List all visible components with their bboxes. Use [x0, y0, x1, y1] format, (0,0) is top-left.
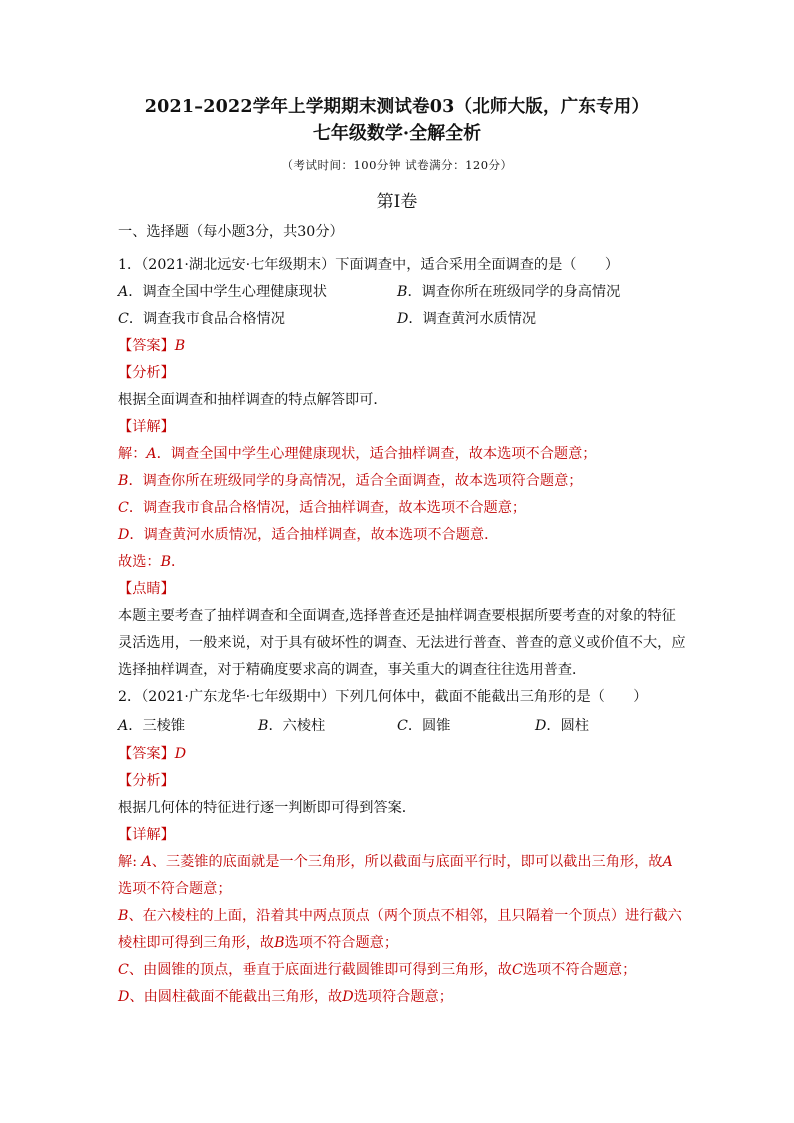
section-heading: 一、选择题（每小题3分，共30分）	[118, 224, 344, 240]
q2-option-a: A．三棱锥	[118, 718, 186, 734]
q2-detail-a-line1: 解: A、三菱锥的底面就是一个三角形，所以截面与底面平行时，即可以截出三角形，故A	[118, 854, 673, 870]
q2-option-b: B．六棱柱	[258, 718, 326, 734]
q1-stem: 1．（2021·湖北远安·七年级期末）下面调查中，适合采用全面调查的是（ ）	[118, 257, 620, 273]
q1-option-a: A．调查全国中学生心理健康现状	[118, 284, 327, 300]
q1-detail-b: B．调查你所在班级同学的身高情况，适合全面调查，故本选项符合题意；	[118, 473, 583, 489]
q2-analysis-text: 根据几何体的特征进行逐一判断即可得到答案．	[118, 800, 416, 816]
q1-comment-line3: 选择抽样调查，对于精确度要求高的调查，事关重大的调查往往选用普查．	[118, 662, 587, 678]
q1-detail-a: 解：A．调查全国中学生心理健康现状，适合抽样调查，故本选项不合题意；	[118, 446, 597, 462]
q1-analysis-text: 根据全面调查和抽样调查的特点解答即可．	[118, 392, 388, 408]
document-title: 2021–2022学年上学期期末测试卷03（北师大版，广东专用）	[144, 97, 650, 117]
q1-option-c: C．调查我市食品合格情况	[118, 311, 285, 327]
q2-option-c: C．圆锥	[397, 718, 451, 734]
q1-comment-line1: 本题主要考查了抽样调查和全面调查,选择普查还是抽样调查要根据所要考查的对象的特征	[118, 608, 676, 624]
q2-analysis-tag: 【分析】	[118, 773, 175, 789]
volume-heading: 第Ⅰ卷	[376, 192, 418, 212]
q2-detail-b-line1: B、在六棱柱的上面，沿着其中两点顶点（两个顶点不相邻，且只隔着一个顶点）进行截六	[118, 908, 682, 924]
q1-choose: 故选：B．	[118, 554, 186, 570]
document-subtitle: 七年级数学·全解全析	[312, 123, 482, 144]
q2-answer: 【答案】D	[118, 746, 187, 762]
q1-option-d: D．调查黄河水质情况	[397, 311, 537, 327]
q1-answer: 【答案】B	[118, 338, 186, 354]
q2-detail-b-line2: 棱柱即可得到三角形，故B选项不符合题意；	[118, 935, 399, 951]
q1-comment-tag: 【点睛】	[118, 581, 175, 597]
exam-info: （考试时间：100分钟 试卷满分：120分）	[281, 158, 513, 172]
q2-stem: 2．（2021·广东龙华·七年级期中）下列几何体中，截面不能截出三角形的是（ ）	[118, 689, 648, 705]
q1-comment-line2: 灵活选用，一般来说，对于具有破坏性的调查、无法进行普查、普查的意义或价值不大，应	[118, 635, 686, 651]
q1-option-b: B．调查你所在班级同学的身高情况	[397, 284, 621, 300]
q1-detail-d: D．调查黄河水质情况，适合抽样调查，故本选项不合题意．	[118, 527, 499, 543]
q2-detail-d: D、由圆柱截面不能截出三角形，故D选项符合题意；	[118, 989, 453, 1005]
q2-detail-a-line2: 选项不符合题意；	[118, 881, 232, 897]
q1-detail-c: C．调查我市食品合格情况，适合抽样调查，故本选项不合题意；	[118, 500, 527, 516]
q1-detail-tag: 【详解】	[118, 419, 175, 435]
q1-analysis-tag: 【分析】	[118, 365, 175, 381]
q2-detail-tag: 【详解】	[118, 827, 175, 843]
q2-detail-c: C、由圆锥的顶点，垂直于底面进行截圆锥即可得到三角形，故C选项不符合题意；	[118, 962, 637, 978]
q2-option-d: D．圆柱	[535, 718, 589, 734]
